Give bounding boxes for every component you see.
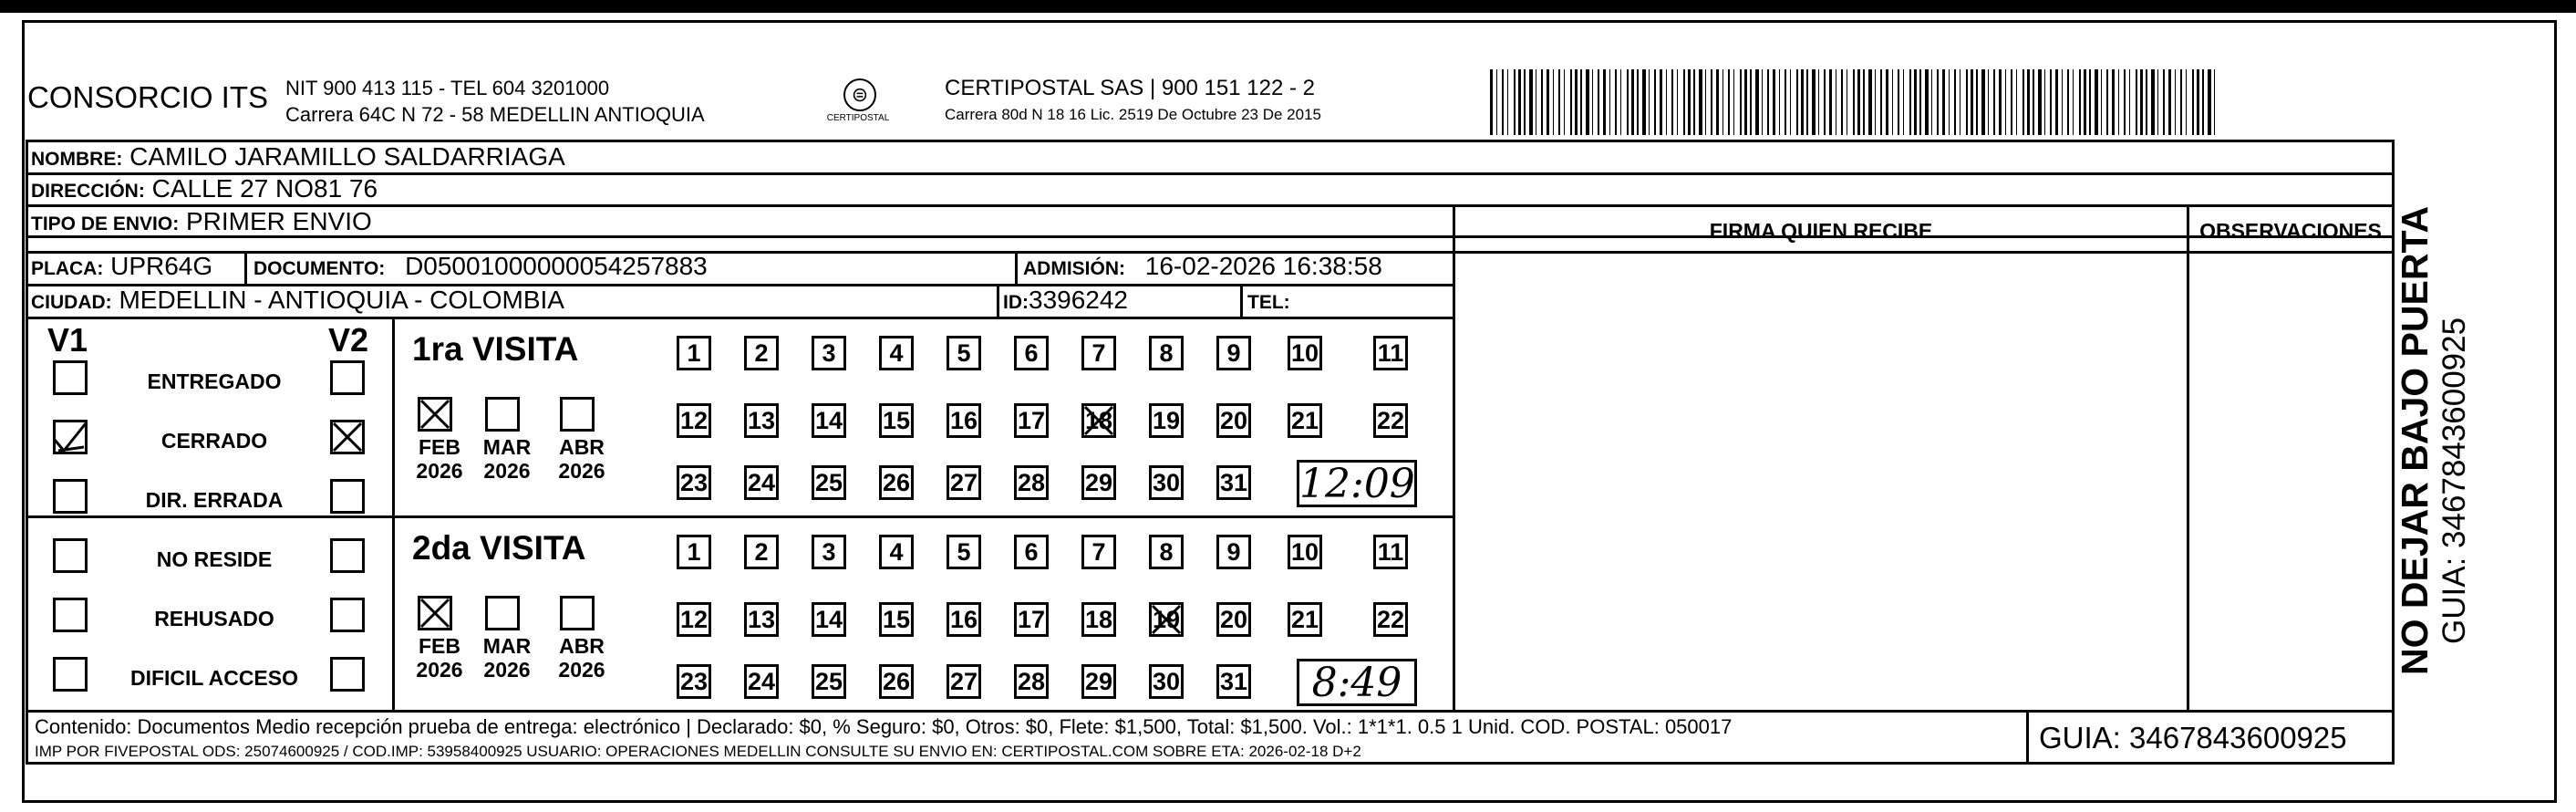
rule bbox=[26, 762, 2395, 765]
status-option-label: NO RESIDE bbox=[156, 547, 273, 571]
day-box[interactable]: 30 bbox=[1149, 664, 1184, 699]
day-box[interactable]: 21 bbox=[1288, 403, 1322, 438]
day-box[interactable]: 6 bbox=[1014, 336, 1049, 370]
rule bbox=[26, 204, 2395, 207]
day-box[interactable]: 24 bbox=[744, 465, 779, 500]
barcode-bar bbox=[2163, 69, 2165, 135]
certipostal-logo-icon: ⊜ bbox=[843, 78, 876, 111]
day-box[interactable]: 25 bbox=[812, 664, 846, 699]
day-box[interactable]: 31 bbox=[1216, 465, 1251, 500]
day-box[interactable]: 16 bbox=[947, 602, 981, 637]
day-box[interactable]: 10 bbox=[1288, 535, 1322, 569]
barcode-bar bbox=[1592, 69, 1593, 135]
direccion-row bbox=[31, 174, 378, 206]
handwritten-time: 8:49 bbox=[1311, 660, 1402, 706]
barcode-bar bbox=[1615, 69, 1617, 135]
barcode-bar bbox=[1699, 69, 1702, 135]
status-option-label: DIR. ERRADA bbox=[145, 488, 284, 512]
side-guia: GUIA: 3467843600925 bbox=[2436, 317, 2472, 644]
day-box[interactable]: 15 bbox=[879, 602, 914, 637]
barcode-bar bbox=[1892, 69, 1893, 135]
day-box[interactable]: 3 bbox=[812, 535, 846, 569]
day-box[interactable]: 22 bbox=[1373, 602, 1408, 637]
day-box[interactable]: 14 bbox=[812, 403, 846, 438]
documento-label: DOCUMENTO: bbox=[253, 258, 386, 279]
barcode-bar bbox=[2027, 69, 2030, 135]
month-checkbox-abr[interactable] bbox=[560, 397, 595, 432]
barcode-bar bbox=[2095, 69, 2098, 135]
barcode-bar bbox=[1564, 69, 1565, 135]
barcode-bar bbox=[1937, 69, 1939, 135]
day-box[interactable]: 21 bbox=[1288, 602, 1322, 637]
barcode-bar bbox=[2214, 69, 2215, 135]
check-mark-icon bbox=[53, 420, 88, 454]
barcode-bar bbox=[1976, 69, 1978, 135]
barcode-bar bbox=[1620, 69, 1621, 135]
day-box[interactable]: 17 bbox=[1014, 602, 1049, 637]
day-box[interactable]: 12 bbox=[677, 602, 711, 637]
barcode-bar bbox=[1868, 69, 1872, 135]
barcode-bar bbox=[1627, 69, 1629, 135]
barcode-bar bbox=[2101, 69, 2102, 135]
ciudad-value: MEDELLIN - ANTIOQUIA - COLOMBIA bbox=[119, 286, 564, 314]
barcode-bar bbox=[1514, 69, 1516, 135]
barcode-bar bbox=[2192, 69, 2194, 135]
barcode-bar bbox=[1711, 69, 1712, 135]
rule bbox=[26, 710, 2395, 713]
day-box[interactable]: 23 bbox=[677, 465, 711, 500]
barcode-bar bbox=[1677, 69, 1678, 135]
barcode-bar bbox=[1875, 69, 1876, 135]
day-box[interactable]: 20 bbox=[1216, 602, 1251, 637]
barcode-bar bbox=[1547, 69, 1549, 135]
day-box[interactable]: 13 bbox=[744, 602, 779, 637]
barcode-bar bbox=[1981, 69, 1985, 135]
day-box[interactable]: 30 bbox=[1149, 465, 1184, 500]
rule bbox=[26, 515, 1453, 518]
tipo-row bbox=[31, 207, 372, 239]
barcode-bar bbox=[1857, 69, 1860, 135]
visit-title: 2da VISITA bbox=[412, 529, 586, 567]
month-label: ABR bbox=[559, 634, 605, 658]
barcode-bar bbox=[2011, 69, 2012, 135]
address-line: Carrera 64C N 72 - 58 MEDELLIN ANTIOQUIA bbox=[285, 103, 705, 126]
barcode-bar bbox=[1642, 69, 1646, 135]
v1-checkbox[interactable] bbox=[53, 598, 88, 632]
day-box[interactable]: 22 bbox=[1373, 403, 1408, 438]
barcode-bar bbox=[2202, 69, 2204, 135]
day-box[interactable]: 9 bbox=[1216, 535, 1251, 569]
barcode-bar bbox=[1609, 69, 1610, 135]
barcode-bar bbox=[2186, 69, 2187, 135]
barcode-bar bbox=[1502, 69, 1504, 135]
barcode-bar bbox=[1779, 69, 1780, 135]
barcode-bar bbox=[2055, 69, 2058, 135]
rule bbox=[1453, 204, 1455, 712]
barcode-bar bbox=[1507, 69, 1508, 135]
barcode-bar bbox=[1999, 69, 2002, 135]
day-box[interactable]: 29 bbox=[1081, 465, 1116, 500]
barcode-bar bbox=[2124, 69, 2126, 135]
barcode-bar bbox=[1829, 69, 1832, 135]
day-box[interactable]: 2 bbox=[744, 535, 779, 569]
day-box[interactable]: 4 bbox=[879, 535, 914, 569]
barcode-bar bbox=[1971, 69, 1973, 135]
day-box[interactable]: 19 bbox=[1149, 403, 1184, 438]
nombre-row bbox=[31, 142, 565, 174]
barcode-bar bbox=[1806, 69, 1808, 135]
day-box[interactable]: 9 bbox=[1216, 336, 1251, 370]
barcode-bar bbox=[1790, 69, 1791, 135]
month-checkbox-feb[interactable] bbox=[418, 596, 452, 630]
side-text bbox=[2394, 206, 2473, 675]
time-box[interactable] bbox=[1297, 460, 1417, 507]
status-option-label: ENTREGADO bbox=[147, 370, 282, 393]
barcode-bar bbox=[1580, 69, 1582, 135]
barcode-bar bbox=[1903, 69, 1904, 135]
barcode-bar bbox=[2136, 69, 2137, 135]
barcode-bar bbox=[1570, 69, 1572, 135]
barcode-bar bbox=[1785, 69, 1786, 135]
day-box[interactable]: 6 bbox=[1014, 535, 1049, 569]
barcode-bar bbox=[2084, 69, 2086, 135]
ciudad-row bbox=[31, 286, 564, 318]
cross-mark-icon bbox=[1149, 602, 1184, 637]
barcode-bar bbox=[1773, 69, 1775, 135]
year-label: 2026 bbox=[483, 459, 531, 483]
tel-row bbox=[1247, 286, 1290, 318]
barcode-bar bbox=[1919, 69, 1921, 135]
direccion-label: DIRECCIÓN: bbox=[31, 181, 145, 202]
barcode-bar bbox=[1666, 69, 1667, 135]
day-box[interactable]: 14 bbox=[812, 602, 846, 637]
barcode-bar bbox=[1853, 69, 1855, 135]
barcode-bar bbox=[2044, 69, 2045, 135]
documento-value: D05001000000054257883 bbox=[405, 252, 708, 280]
rule bbox=[1240, 284, 1243, 317]
placa-row bbox=[31, 252, 212, 284]
day-box[interactable]: 2 bbox=[744, 336, 779, 370]
barcode-bar bbox=[1801, 69, 1804, 135]
ciudad-label: CIUDAD: bbox=[31, 292, 112, 313]
logo-text: CERTIPOSTAL bbox=[826, 113, 890, 123]
barcode-bar bbox=[1762, 69, 1763, 135]
observaciones-header: OBSERVACIONES bbox=[2199, 219, 2382, 243]
day-box[interactable]: 18 bbox=[1081, 602, 1116, 637]
v1-checkbox[interactable] bbox=[53, 657, 88, 692]
day-box[interactable]: 7 bbox=[1081, 535, 1116, 569]
barcode-bar bbox=[1744, 69, 1747, 135]
certipostal-sub: Carrera 80d N 18 16 Lic. 2519 De Octubre 23 De 2015 bbox=[945, 106, 1321, 123]
barcode-bar bbox=[1898, 69, 1899, 135]
barcode-bar bbox=[2038, 69, 2042, 135]
barcode-bar bbox=[1637, 69, 1639, 135]
day-box[interactable]: 18 bbox=[1081, 403, 1116, 438]
day-box[interactable]: 26 bbox=[879, 465, 914, 500]
barcode-bar bbox=[1683, 69, 1685, 135]
barcode-bar bbox=[2089, 69, 2091, 135]
admision-value: 16-02-2026 16:38:58 bbox=[1144, 252, 1382, 280]
barcode-bar bbox=[2180, 69, 2182, 135]
day-box[interactable]: 28 bbox=[1014, 664, 1049, 699]
footer-imp: IMP POR FIVEPOSTAL ODS: 25074600925 / COD.IMP: 53958400925 USUARIO: OPERACIONES MEDELLIN CONSULTE SU ENVIO EN: CERTIPOSTAL.COM SOBRE ETA: 2026-02-18 D+2 bbox=[35, 743, 1361, 760]
barcode-bar bbox=[2106, 69, 2108, 135]
day-box[interactable]: 19 bbox=[1149, 602, 1184, 637]
rule bbox=[1015, 251, 1018, 284]
barcode-bar bbox=[1631, 69, 1634, 135]
rule bbox=[997, 284, 999, 317]
barcode-bar bbox=[1886, 69, 1888, 135]
tipo-value: PRIMER ENVIO bbox=[185, 207, 372, 235]
month-checkbox-mar[interactable] bbox=[485, 596, 520, 630]
day-box[interactable]: 11 bbox=[1373, 336, 1408, 370]
status-option-label: CERRADO bbox=[160, 429, 268, 453]
rule bbox=[392, 317, 395, 710]
barcode-bar bbox=[2175, 69, 2176, 135]
barcode-bar bbox=[1529, 69, 1533, 135]
barcode-bar bbox=[1598, 69, 1599, 135]
barcode-bar bbox=[2208, 69, 2211, 135]
barcode-bar bbox=[1949, 69, 1950, 135]
barcode-bar bbox=[1931, 69, 1932, 135]
day-box[interactable]: 4 bbox=[879, 336, 914, 370]
barcode-bar bbox=[2197, 69, 2199, 135]
day-box[interactable]: 15 bbox=[879, 403, 914, 438]
year-label: 2026 bbox=[558, 459, 605, 483]
rule bbox=[244, 251, 247, 284]
day-box[interactable]: 16 bbox=[947, 403, 981, 438]
month-label: MAR bbox=[482, 435, 532, 459]
day-box[interactable]: 17 bbox=[1014, 403, 1049, 438]
barcode-bar bbox=[1750, 69, 1752, 135]
barcode-bar bbox=[1863, 69, 1865, 135]
barcode-bar bbox=[1812, 69, 1816, 135]
nombre-label: NOMBRE: bbox=[31, 149, 123, 170]
month-label: FEB bbox=[419, 634, 460, 658]
barcode-bar bbox=[2129, 69, 2130, 135]
id-label: ID: bbox=[1003, 292, 1029, 313]
barcode-bar bbox=[1688, 69, 1691, 135]
tel-label: TEL: bbox=[1247, 292, 1290, 313]
cross-mark-icon bbox=[1081, 403, 1116, 438]
day-box[interactable]: 1 bbox=[677, 336, 711, 370]
barcode-bar bbox=[1716, 69, 1719, 135]
barcode-bar bbox=[1824, 69, 1826, 135]
barcode bbox=[1490, 69, 2219, 135]
barcode-bar bbox=[1660, 69, 1662, 135]
month-checkbox-feb[interactable] bbox=[418, 397, 452, 432]
day-box[interactable]: 29 bbox=[1081, 664, 1116, 699]
day-box[interactable]: 23 bbox=[677, 664, 711, 699]
barcode-bar bbox=[1954, 69, 1956, 135]
day-box[interactable]: 27 bbox=[947, 465, 981, 500]
barcode-bar bbox=[1603, 69, 1606, 135]
day-box[interactable]: 27 bbox=[947, 664, 981, 699]
barcode-bar bbox=[1671, 69, 1673, 135]
barcode-bar bbox=[1558, 69, 1560, 135]
year-label: 2026 bbox=[416, 459, 463, 483]
month-label: FEB bbox=[419, 435, 460, 459]
barcode-bar bbox=[2112, 69, 2115, 135]
footer-content: Contenido: Documentos Medio recepción prueba de entrega: electrónico | Declarado: $0, % Seguro: $0, Otros: $0, Flete: $1,500, Total: $1,500. Vol.: 1*1*1. 0.5 1 Unid. COD. POSTAL: 050017 bbox=[35, 715, 1733, 738]
admision-row bbox=[1023, 252, 1382, 284]
barcode-bar bbox=[1880, 69, 1882, 135]
day-box[interactable]: 1 bbox=[677, 535, 711, 569]
footer-guia: GUIA: 3467843600925 bbox=[2039, 721, 2347, 755]
handwritten-time: 12:09 bbox=[1299, 461, 1415, 507]
year-label: 2026 bbox=[558, 658, 605, 682]
barcode-bar bbox=[1518, 69, 1521, 135]
v1-header: V1 bbox=[47, 321, 88, 359]
barcode-bar bbox=[2067, 69, 2069, 135]
barcode-bar bbox=[1524, 69, 1526, 135]
barcode-bar bbox=[1740, 69, 1742, 135]
barcode-bar bbox=[1733, 69, 1734, 135]
barcode-bar bbox=[1575, 69, 1578, 135]
day-box[interactable]: 13 bbox=[744, 403, 779, 438]
barcode-bar bbox=[1755, 69, 1759, 135]
barcode-bar bbox=[1841, 69, 1843, 135]
day-box[interactable]: 7 bbox=[1081, 336, 1116, 370]
day-box[interactable]: 11 bbox=[1373, 535, 1408, 569]
v1-checkbox[interactable] bbox=[53, 479, 88, 514]
barcode-bar bbox=[2023, 69, 2024, 135]
tipo-label: TIPO DE ENVIO: bbox=[31, 213, 180, 234]
placa-label: PLACA: bbox=[31, 258, 104, 279]
v1-checkbox[interactable] bbox=[53, 538, 88, 573]
visit-title: 1ra VISITA bbox=[412, 330, 579, 368]
barcode-bar bbox=[2062, 69, 2063, 135]
status-option-label: DIFICIL ACCESO bbox=[129, 666, 298, 690]
barcode-bar bbox=[1942, 69, 1945, 135]
barcode-bar bbox=[1649, 69, 1650, 135]
barcode-bar bbox=[1654, 69, 1656, 135]
nombre-value: CAMILO JARAMILLO SALDARRIAGA bbox=[129, 142, 565, 171]
day-box[interactable]: 8 bbox=[1149, 336, 1184, 370]
barcode-bar bbox=[2146, 69, 2147, 135]
direccion-value: CALLE 27 NO81 76 bbox=[151, 174, 378, 203]
barcode-bar bbox=[2050, 69, 2052, 135]
barcode-bar bbox=[2118, 69, 2119, 135]
barcode-bar bbox=[2157, 69, 2158, 135]
year-label: 2026 bbox=[483, 658, 531, 682]
day-box[interactable]: 5 bbox=[947, 336, 981, 370]
barcode-bar bbox=[1490, 69, 1493, 135]
admision-label: ADMISIÓN: bbox=[1023, 258, 1125, 279]
placa-value: UPR64G bbox=[110, 252, 213, 280]
certipostal-line: CERTIPOSTAL SAS | 900 151 122 - 2 bbox=[945, 76, 1315, 100]
rule bbox=[2187, 204, 2189, 712]
barcode-bar bbox=[1541, 69, 1543, 135]
barcode-bar bbox=[2151, 69, 2155, 135]
barcode-bar bbox=[1914, 69, 1917, 135]
barcode-bar bbox=[1767, 69, 1769, 135]
year-label: 2026 bbox=[416, 658, 463, 682]
id-row bbox=[1003, 286, 1128, 318]
company-name: CONSORCIO ITS bbox=[27, 80, 269, 114]
day-box[interactable]: 28 bbox=[1014, 465, 1049, 500]
barcode-bar bbox=[1909, 69, 1911, 135]
barcode-bar bbox=[2033, 69, 2034, 135]
day-box[interactable]: 24 bbox=[744, 664, 779, 699]
time-box[interactable] bbox=[1297, 659, 1417, 706]
barcode-bar bbox=[1586, 69, 1589, 135]
barcode-bar bbox=[1988, 69, 1989, 135]
documento-row bbox=[253, 252, 708, 284]
barcode-bar bbox=[2016, 69, 2017, 135]
barcode-bar bbox=[1818, 69, 1819, 135]
rule bbox=[2026, 710, 2029, 762]
barcode-bar bbox=[2005, 69, 2006, 135]
barcode-bar bbox=[1796, 69, 1798, 135]
barcode-bar bbox=[1705, 69, 1706, 135]
barcode-bar bbox=[2168, 69, 2171, 135]
barcode-bar bbox=[2073, 69, 2074, 135]
status-option-label: REHUSADO bbox=[154, 607, 274, 630]
day-box[interactable]: 10 bbox=[1288, 336, 1322, 370]
certipostal-info bbox=[945, 75, 1321, 128]
month-checkbox-mar[interactable] bbox=[485, 397, 520, 432]
v1-checkbox[interactable] bbox=[53, 360, 88, 395]
day-box[interactable]: 12 bbox=[677, 403, 711, 438]
barcode-bar bbox=[1496, 69, 1497, 135]
rule bbox=[26, 140, 28, 765]
day-box[interactable]: 20 bbox=[1216, 403, 1251, 438]
firma-header: FIRMA QUIEN RECIBE bbox=[1709, 219, 1933, 243]
cross-mark-icon bbox=[418, 397, 452, 432]
v1-checkbox[interactable] bbox=[53, 420, 88, 454]
v2-header: V2 bbox=[328, 321, 369, 359]
barcode-bar bbox=[1966, 69, 1968, 135]
id-value: 3396242 bbox=[1029, 286, 1129, 314]
barcode-bar bbox=[1728, 69, 1730, 135]
barcode-bar bbox=[2140, 69, 2143, 135]
day-box[interactable]: 8 bbox=[1149, 535, 1184, 569]
day-box[interactable]: 3 bbox=[812, 336, 846, 370]
day-box[interactable]: 26 bbox=[879, 664, 914, 699]
barcode-bar bbox=[2079, 69, 2081, 135]
barcode-bar bbox=[1553, 69, 1554, 135]
month-label: MAR bbox=[482, 634, 532, 658]
barcode-bar bbox=[1693, 69, 1695, 135]
barcode-bar bbox=[1925, 69, 1929, 135]
company-info bbox=[285, 75, 705, 128]
day-box[interactable]: 5 bbox=[947, 535, 981, 569]
side-warning: NO DEJAR BAJO PUERTA bbox=[2394, 205, 2436, 675]
top-border bbox=[0, 0, 2576, 13]
day-box[interactable]: 31 bbox=[1216, 664, 1251, 699]
cross-mark-icon bbox=[418, 596, 452, 630]
nit-line: NIT 900 413 115 - TEL 604 3201000 bbox=[285, 77, 610, 99]
barcode-bar bbox=[1993, 69, 1995, 135]
day-box[interactable]: 25 bbox=[812, 465, 846, 500]
month-label: ABR bbox=[559, 435, 605, 459]
month-checkbox-abr[interactable] bbox=[560, 596, 595, 630]
